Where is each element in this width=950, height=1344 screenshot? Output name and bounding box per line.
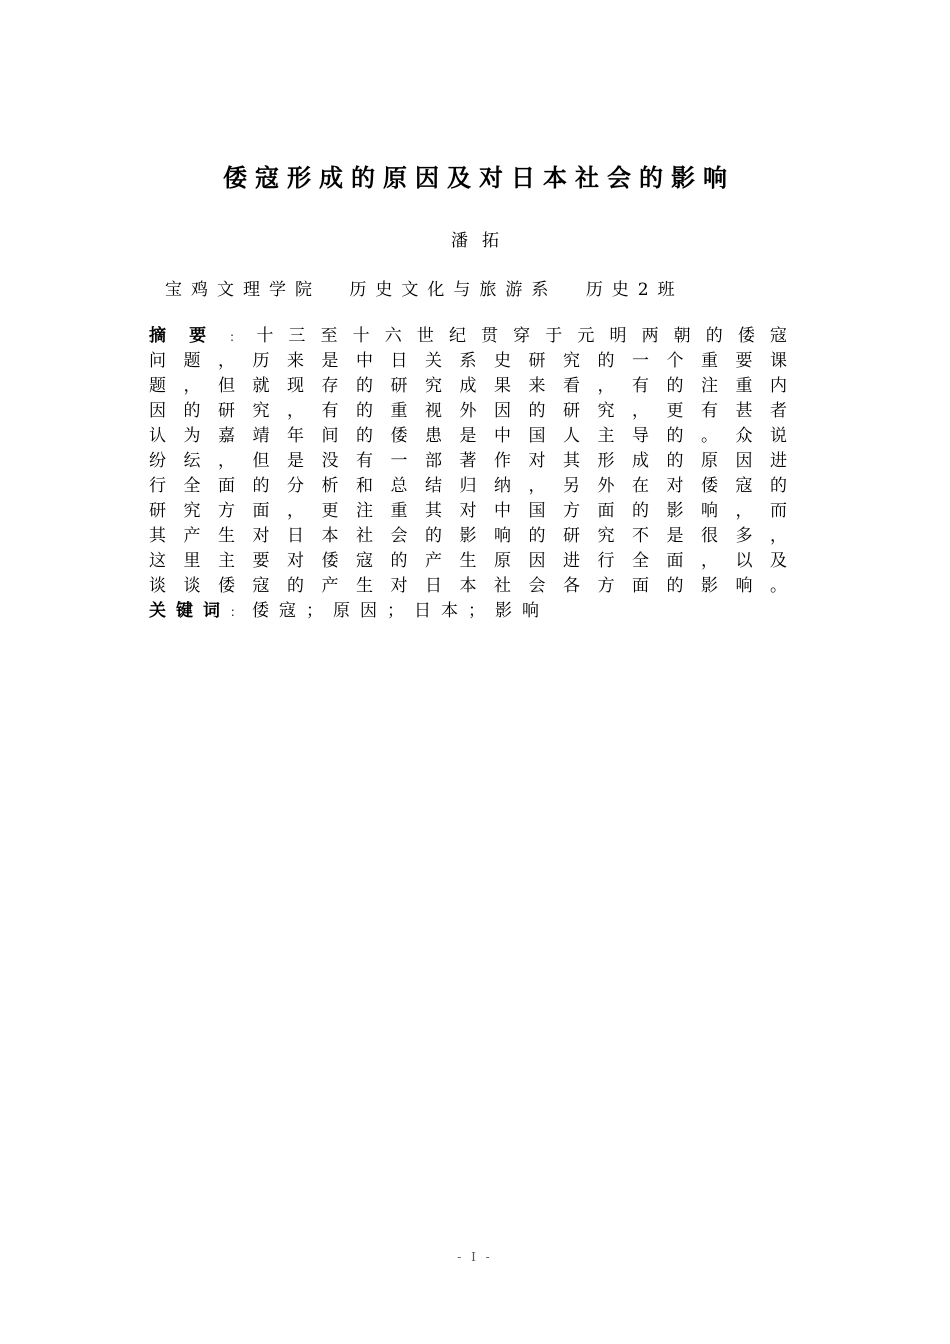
keywords-label: 关键词 — [149, 601, 230, 621]
keywords-separator: ： — [230, 605, 253, 619]
abstract-text: 十三至十六世纪贯穿于元明两朝的倭寇 — [256, 326, 789, 346]
abstract-line — [149, 324, 789, 349]
keywords — [149, 599, 549, 625]
author-name: 潘拓 — [451, 231, 513, 251]
affiliation-department: 历史文化与旅游系 — [349, 280, 558, 300]
keywords-text: 倭寇；原因；日本；影响 — [252, 601, 550, 621]
abstract-line: 问题，历来是中日关系史研究的一个重要课 — [149, 351, 789, 371]
abstract-line: 因的研究，有的重视外因的研究，更有甚者 — [149, 401, 789, 421]
abstract-line: 认为嘉靖年间的倭患是中国人主导的。众说 — [149, 426, 789, 446]
abstract-label: 摘要 — [149, 326, 230, 346]
abstract-line: 这里主要对倭寇的产生原因进行全面，以及 — [149, 551, 789, 571]
affiliation-school: 宝鸡文理学院 — [165, 280, 321, 300]
page-number: - I - — [457, 1250, 493, 1264]
abstract-separator: ： — [229, 330, 257, 344]
abstract — [149, 324, 789, 599]
abstract-line: 其产生对日本社会的影响的研究不是很多， — [149, 526, 789, 546]
affiliation — [165, 275, 805, 300]
abstract-line: 研究方面，更注重其对中国方面的影响，而 — [149, 501, 789, 521]
abstract-line: 纷纭，但是没有一部著作对其形成的原因进 — [149, 451, 789, 471]
abstract-line: 谈谈倭寇的产生对日本社会各方面的影响。 — [149, 576, 789, 596]
abstract-line: 行全面的分析和总结归纳，另外在对倭寇的 — [149, 476, 789, 496]
affiliation-class: 历史2班 — [585, 280, 684, 300]
page-title: 倭寇形成的原因及对日本社会的影响 — [223, 164, 735, 192]
abstract-line: 题，但就现存的研究成果来看，有的注重内 — [149, 376, 789, 396]
